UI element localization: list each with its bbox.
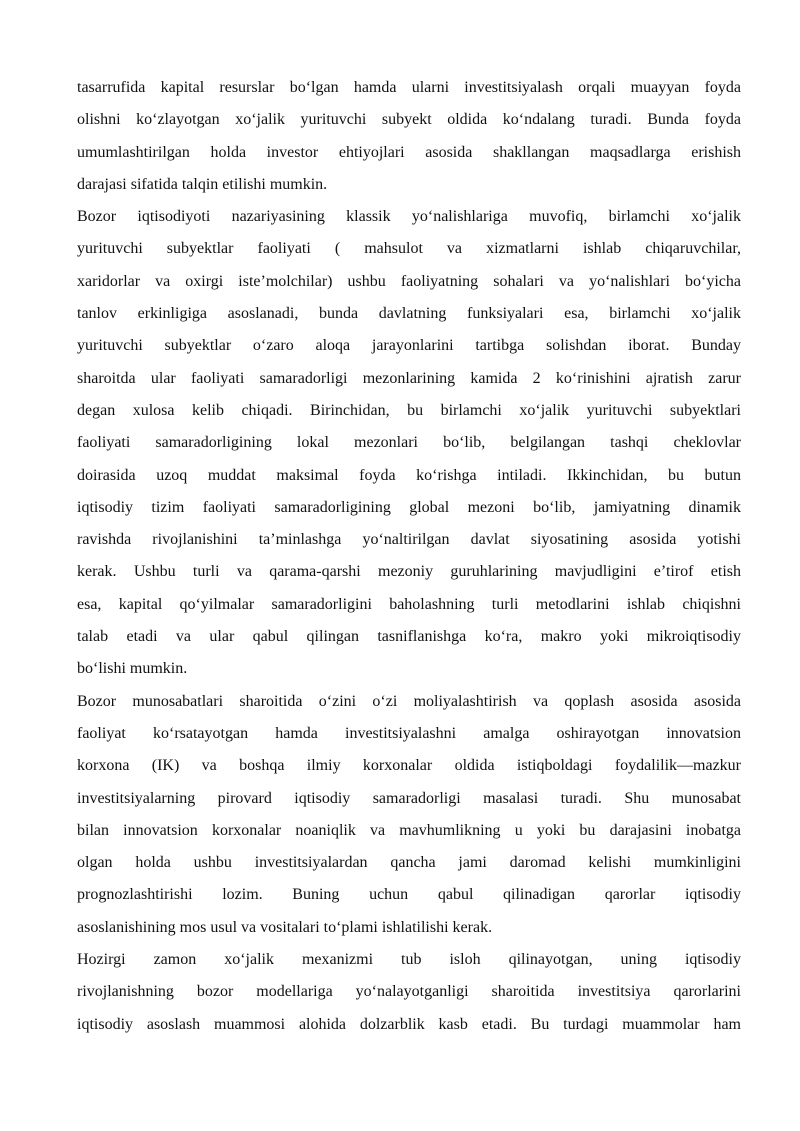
text-line: Bozor iqtisodiyoti nazariyasining klassik yo‘nalishlariga muvofiq, birlamchi xo‘jalik — [77, 208, 741, 226]
text-line: investitsiyalarning pirovard iqtisodiy samaradorligi masalasi turadi. Shu munosabat — [77, 789, 741, 807]
text-line: ravishda rivojlanishini ta’minlashga yo‘naltirilgan davlat siyosatining asosida yotishi — [77, 531, 741, 549]
document-page — [77, 72, 741, 1041]
text-line: umumlashtirilgan holda investor ehtiyojlari asosida shakllangan maqsadlarga erishish — [77, 143, 741, 161]
text-line: talab etadi va ular qabul qilingan tasniflanishga ko‘ra, makro yoki mikroiqtisodiy — [77, 628, 741, 646]
text-line: bo‘lishi mumkin. — [77, 660, 188, 678]
text-line: tanlov erkinligiga asoslanadi, bunda davlatning funksiyalari esa, birlamchi xo‘jalik — [77, 305, 741, 323]
text-line: sharoitda ular faoliyati samaradorligi mezonlarining kamida 2 ko‘rinishini ajratish zarur — [77, 369, 741, 387]
text-line: korxona (IK) va boshqa ilmiy korxonalar oldida istiqboldagi foydalilik—mazkur — [77, 757, 741, 775]
text-line: prognozlashtirishi lozim. Buning uchun qabul qilinadigan qarorlar iqtisodiy — [77, 886, 741, 904]
text-line: iqtisodiy asoslash muammosi alohida dolzarblik kasb etadi. Bu turdagi muammolar ham — [77, 1015, 741, 1033]
text-line: degan xulosa kelib chiqadi. Birinchidan, bu birlamchi xo‘jalik yurituvchi subyektlari — [77, 401, 741, 419]
text-line: kerak. Ushbu turli va qarama-qarshi mezoniy guruhlarining mavjudligini e’tirof etish — [77, 563, 741, 581]
paragraph — [77, 686, 741, 944]
text-line: tasarrufida kapital resurslar bo‘lgan hamda ularni investitsiyalash orqali muayyan foyda — [77, 79, 741, 96]
text-line: faoliyat ko‘rsatayotgan hamda investitsiyalashni amalga oshirayotgan innovatsion — [77, 724, 741, 742]
text-line: darajasi sifatida talqin etilishi mumkin. — [77, 175, 328, 193]
text-line: esa, kapital qo‘yilmalar samaradorligini baholashning turli metodlarini ishlab chiqishni — [77, 595, 741, 613]
text-line: olishni ko‘zlayotgan xo‘jalik yurituvchi subyekt oldida ko‘ndalang turadi. Bunda foyda — [77, 111, 741, 129]
text-line: bilan innovatsion korxonalar noaniqlik va mavhumlikning u yoki bu darajasini inobatga — [77, 821, 741, 839]
text-line: Hozirgi zamon xo‘jalik mexanizmi tub isloh qilinayotgan, uning iqtisodiy — [77, 951, 741, 969]
text-line: faoliyati samaradorligining lokal mezonlari bo‘lib, belgilangan tashqi cheklovlar — [77, 434, 741, 452]
paragraph — [77, 72, 741, 201]
paragraph — [77, 201, 741, 685]
text-line: yurituvchi subyektlar faoliyati ( mahsulot va xizmatlarni ishlab chiqaruvchilar, — [77, 240, 741, 258]
text-line: asoslanishining mos usul va vositalari to‘plami ishlatilishi kerak. — [77, 918, 493, 936]
text-line: yurituvchi subyektlar o‘zaro aloqa jarayonlarini tartibga solishdan iborat. Bunday — [77, 337, 741, 355]
paragraph — [77, 944, 741, 1041]
text-line: rivojlanishning bozor modellariga yo‘nalayotganligi sharoitida investitsiya qarorlarini — [77, 983, 741, 1001]
text-line: xaridorlar va oxirgi iste’molchilar) ushbu faoliyatning sohalari va yo‘nalishlari bo‘yicha — [77, 272, 741, 290]
text-line: doirasida uzoq muddat maksimal foyda ko‘rishga intiladi. Ikkinchidan, bu butun — [77, 466, 741, 484]
text-line: iqtisodiy tizim faoliyati samaradorligining global mezoni bo‘lib, jamiyatning dinamik — [77, 498, 741, 516]
text-line: olgan holda ushbu investitsiyalardan qancha jami daromad kelishi mumkinligini — [77, 854, 741, 872]
text-line: Bozor munosabatlari sharoitida o‘zini o‘zi moliyalashtirish va qoplash asosida asosida — [77, 692, 741, 710]
